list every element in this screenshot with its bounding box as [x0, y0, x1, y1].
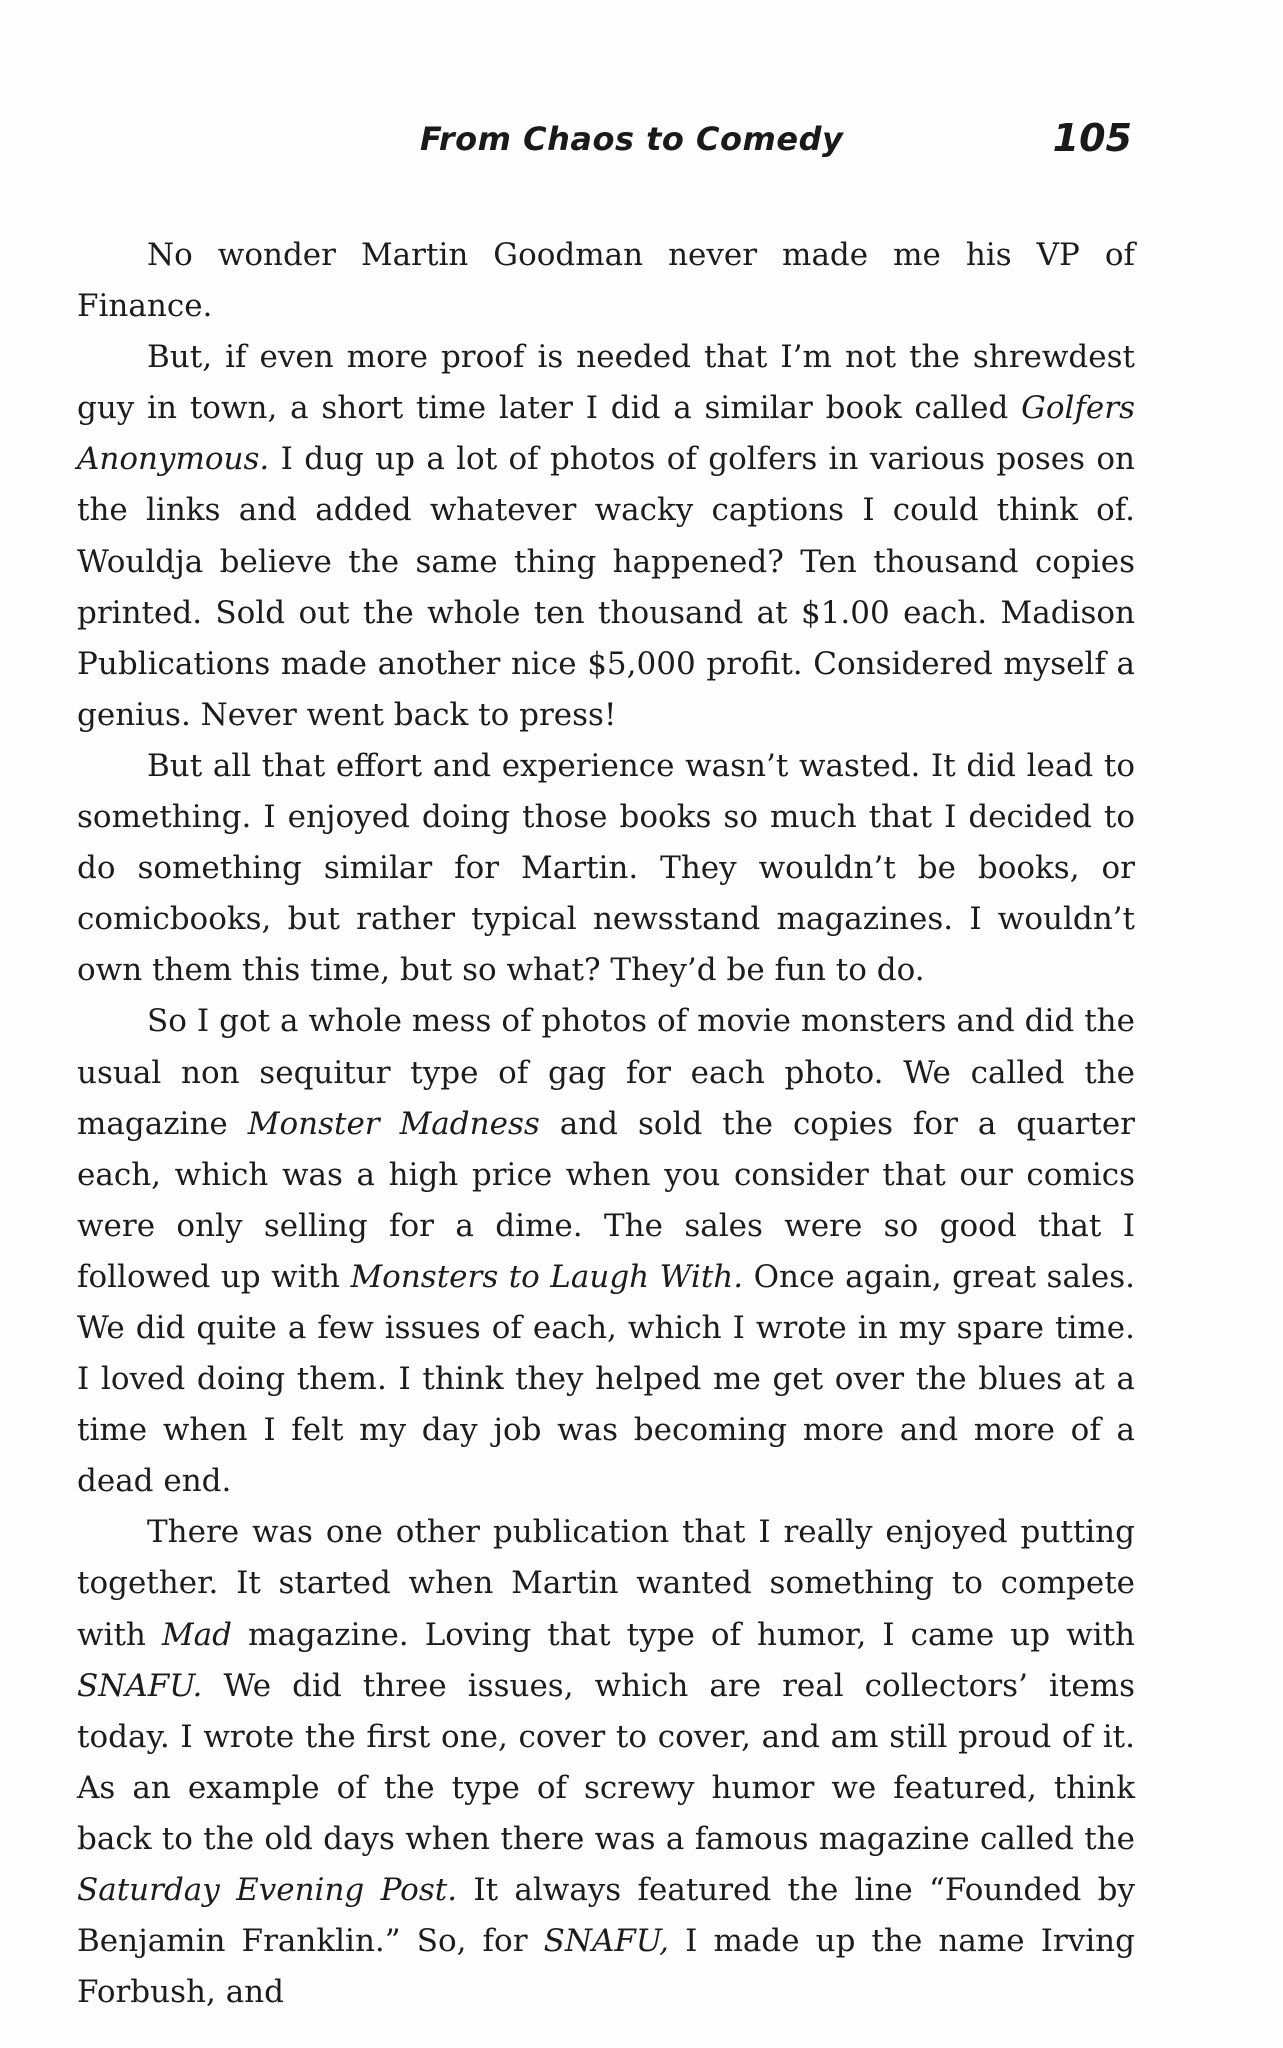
- paragraph: [77, 332, 1135, 741]
- body-text: [77, 230, 1135, 2018]
- paragraph: [77, 741, 1135, 996]
- running-head: From Chaos to Comedy: [420, 120, 844, 158]
- italic-title: SNAFU.: [77, 1667, 203, 1704]
- italic-title: Golfers Anonymous.: [77, 390, 1135, 478]
- page-number: 105: [1052, 116, 1132, 160]
- text-run: and sold the copies for a quarter each, which was a high price when you consider that our comics were only selling for a dime. The sales were so good that I followed up with: [77, 1105, 1135, 1295]
- page-header: [140, 112, 1140, 172]
- paragraph: [77, 230, 1135, 332]
- text-run: But all that effort and experience wasn’t wasted. It did lead to something. I enjoyed doing those books so much that I decided to do something similar for Martin. They wouldn’t be books, or comicbooks, but rather typical newsstand magazines. I wouldn’t own them this time, but so what? They’d be fun to do.: [77, 747, 1135, 989]
- italic-title: SNAFU,: [543, 1923, 670, 1960]
- text-run: There was one other publication that I really enjoyed putting together. It started when Martin wanted something to compete with: [77, 1514, 1135, 1653]
- text-run: Once again, great sales. We did quite a few issues of each, which I wrote in my spare time. I loved doing them. I think they helped me get over the blues at a time when I felt my day job was becoming more and more of a dead end.: [77, 1258, 1135, 1500]
- text-run: We did three issues, which are real collectors’ items today. I wrote the first one, cover to cover, and am still proud of it. As an example of the type of screwy humor we featured, think back to the old days when there was a famous magazine called the: [77, 1667, 1135, 1857]
- paragraph: [77, 996, 1135, 1507]
- text-run: I made up the name Irving Forbush, and: [77, 1923, 1135, 2011]
- text-run: I dug up a lot of photos of golfers in various poses on the links and added whatever wacky captions I could think of. Wouldja believe the same thing happened? Ten thousand copies printed. Sold out the whole ten thousand at $1.00 each. Madison Publications made another nice $5,000 profit. Considered myself a genius. Never went back to press!: [77, 441, 1135, 733]
- text-run: magazine. Loving that type of humor, I came up with: [232, 1616, 1135, 1653]
- italic-title: Monster Madness: [247, 1105, 540, 1142]
- italic-title: Monsters to Laugh With.: [350, 1258, 744, 1295]
- text-run: But, if even more proof is needed that I’m not the shrewdest guy in town, a short time later I did a similar book called: [77, 339, 1135, 427]
- text-run: It always featured the line “Founded by Benjamin Franklin.” So, for: [77, 1872, 1136, 1960]
- italic-title: Mad: [161, 1616, 232, 1653]
- text-run: So I got a whole mess of photos of movie monsters and did the usual non sequitur type of gag for each photo. We called the magazine: [77, 1003, 1135, 1142]
- paragraph: [77, 1507, 1135, 2018]
- text-run: No wonder Martin Goodman never made me his VP of Finance.: [77, 237, 1135, 325]
- italic-title: Saturday Evening Post.: [77, 1872, 458, 1908]
